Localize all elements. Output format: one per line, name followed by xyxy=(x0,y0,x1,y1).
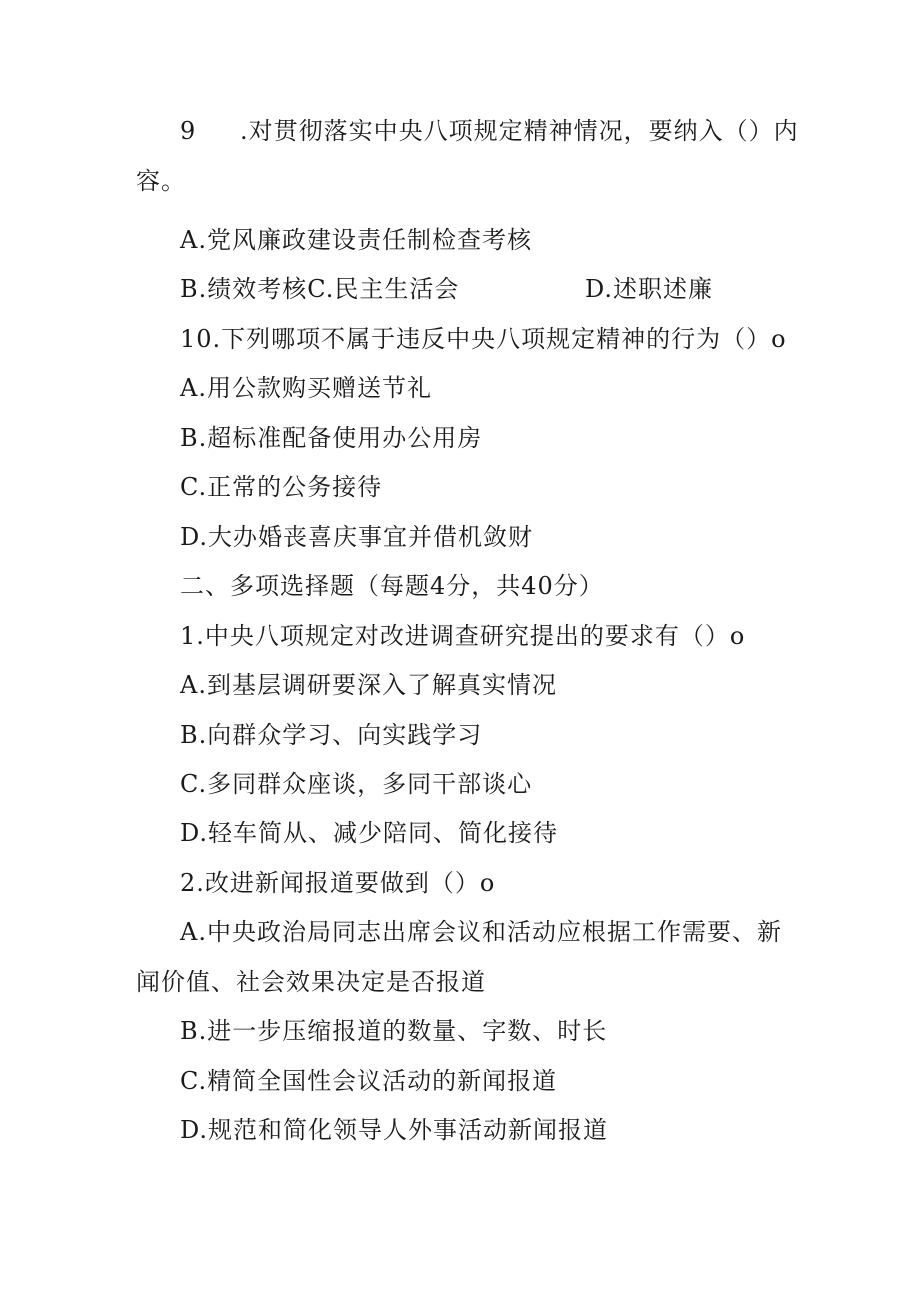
question-10-option-c: C.正常的公务接待 xyxy=(180,473,383,501)
multi-question-2-option-c: C.精简全国性会议活动的新闻报道 xyxy=(180,1067,558,1095)
multi-question-2-option-d: D.规范和简化领导人外事活动新闻报道 xyxy=(180,1116,609,1144)
multi-question-1-option-a: A.到基层调研要深入了解真实情况 xyxy=(180,671,557,699)
section-2-heading: 二、多项选择题（每题4分，共40分） xyxy=(180,572,604,600)
multi-question-1-option-d: D.轻车简从、减少陪同、简化接待 xyxy=(180,819,559,847)
multi-question-2-option-a-continued: 闻价值、社会效果决定是否报道 xyxy=(136,968,486,996)
question-10-option-a: A.用公款购买赠送节礼 xyxy=(180,374,432,402)
question-10-option-d: D.大办婚丧喜庆事宜并借机敛财 xyxy=(180,523,534,551)
question-10-option-b: B.超标准配备使用办公用房 xyxy=(180,424,483,452)
multi-question-1-option-c: C.多同群众座谈，多同干部谈心 xyxy=(180,770,533,798)
question-9-text: .对贯彻落实中央八项规定精神情况，要纳入（）内 xyxy=(240,117,799,145)
question-9-option-a: A.党风廉政建设责任制检查考核 xyxy=(180,226,532,254)
question-9-text-continued: 容。 xyxy=(136,167,186,195)
multi-question-2-option-b: B.进一步压缩报道的数量、字数、时长 xyxy=(180,1017,608,1045)
question-9-option-d: D.述职述廉 xyxy=(585,275,714,303)
question-10-text: 10.下列哪项不属于违反中央八项规定精神的行为（）o xyxy=(180,325,787,353)
multi-question-2-text: 2.改进新闻报道要做到（）o xyxy=(180,869,496,897)
question-9-option-b-c: B.绩效考核C.民主生活会 xyxy=(180,275,460,303)
question-9-number: 9 xyxy=(180,117,196,145)
multi-question-1-text: 1.中央八项规定对改进调查研究提出的要求有（）o xyxy=(180,622,746,650)
multi-question-2-option-a: A.中央政治局同志出席会议和活动应根据工作需要、新 xyxy=(180,918,782,946)
multi-question-1-option-b: B.向群众学习、向实践学习 xyxy=(180,721,483,749)
